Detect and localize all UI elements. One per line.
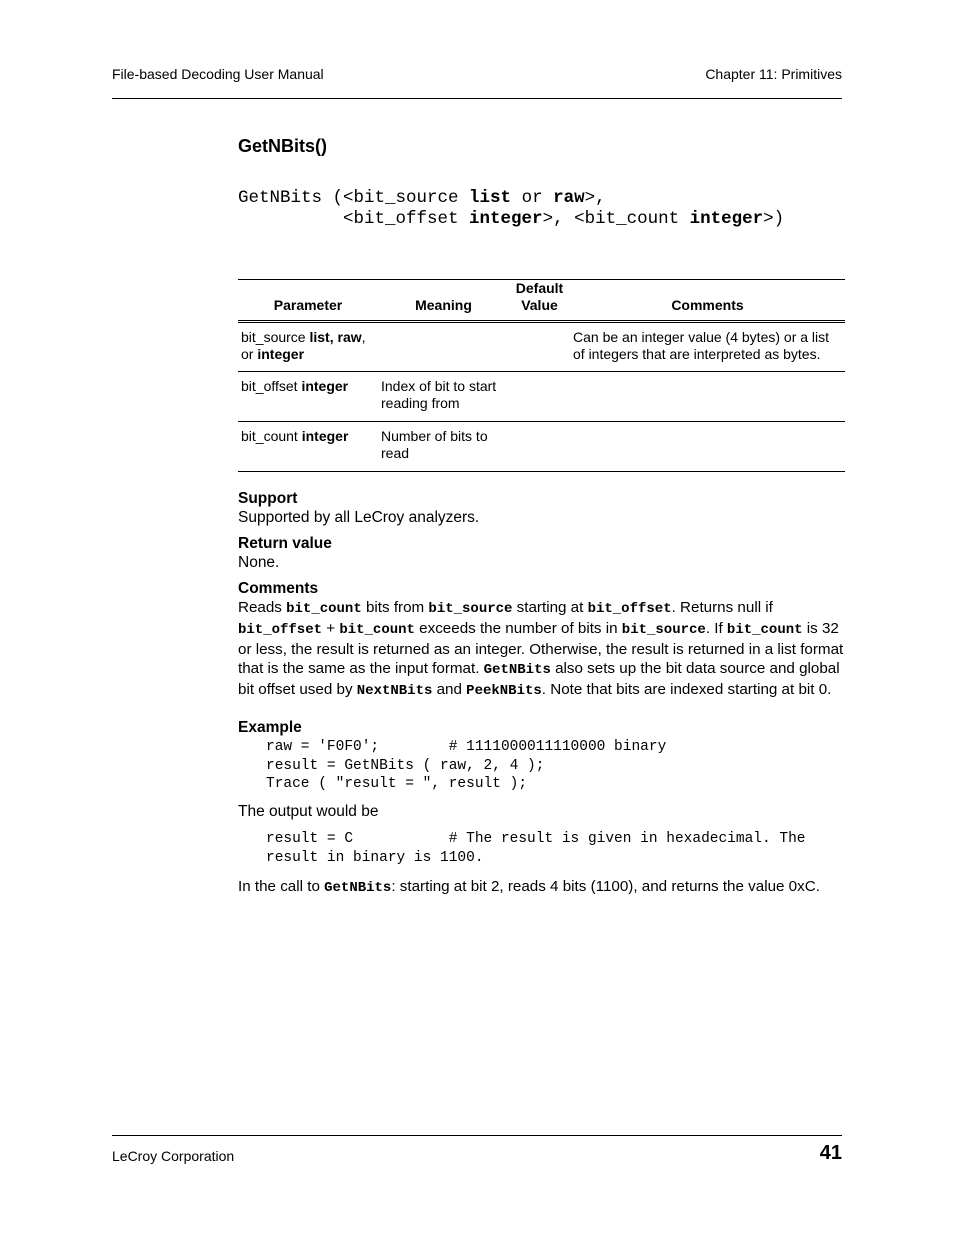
- table-row: [238, 322, 845, 372]
- comments-cell: [570, 372, 845, 422]
- table-row: [238, 372, 845, 422]
- function-signature-line-2: <bit_offset integer>, <bit_count integer>): [238, 209, 785, 229]
- footer-company: LeCroy Corporation: [112, 1148, 235, 1164]
- output-code-block: result = C # The result is given in hexadecimal. The result in binary is 1100.: [266, 831, 806, 866]
- comments-cell: [570, 422, 845, 472]
- param-cell: bit_count integer: [241, 428, 349, 444]
- output-intro-text: The output would be: [238, 803, 379, 820]
- param-cell: bit_source list, raw, or integer: [241, 329, 366, 362]
- function-signature-line-1: GetNBits (<bit_source list or raw>,: [238, 188, 606, 208]
- meaning-cell: Number of bits to read: [381, 428, 488, 461]
- comments-cell: Can be an integer value (4 bytes) or a list of integers that are interpreted as bytes.: [573, 329, 830, 362]
- meaning-cell: Index of bit to start reading from: [381, 378, 497, 411]
- default-value-cell: [509, 372, 570, 422]
- support-text: Supported by all LeCroy analyzers.: [238, 509, 480, 526]
- header-comments: Comments: [671, 297, 744, 313]
- parameter-table: [238, 279, 845, 472]
- table-header-row: [238, 280, 845, 322]
- param-cell: bit_offset integer: [241, 378, 349, 394]
- header-parameter: Parameter: [273, 297, 343, 313]
- support-heading: Support: [238, 490, 298, 507]
- header-default-value: Default Value: [515, 280, 564, 313]
- return-value-text: None.: [238, 554, 280, 571]
- meaning-cell: [378, 322, 509, 372]
- return-value-heading: Return value: [238, 535, 332, 552]
- default-value-cell: [509, 422, 570, 472]
- footer-rule: [112, 1135, 842, 1136]
- closing-paragraph: In the call to GetNBits: starting at bit 2, reads 4 bits (1100), and returns the value 0xC.: [238, 878, 820, 896]
- header-rule: [112, 98, 842, 99]
- page-number: 41: [819, 1142, 842, 1164]
- comments-paragraph: Reads bit_count bits from bit_source starting at bit_offset. Returns null if bit_offset + bit_count exceeds the number of bits in bit_source. If bit_count is 32 or less, the result is returned as an integer. Otherwise, the result is returned in a list format that is the same as the input format. GetNBits also sets up the bit data source and global bit offset used by NextNBits and PeekNBits. Note that bits are indexed starting at bit 0.: [238, 599, 844, 699]
- table-row: [238, 422, 845, 472]
- running-header-chapter: Chapter 11: Primitives: [705, 66, 842, 82]
- example-heading: Example: [238, 719, 302, 736]
- comments-heading: Comments: [238, 580, 319, 597]
- header-meaning: Meaning: [415, 297, 472, 313]
- example-code-block: raw = 'F0F0'; # 1111000011110000 binary result = GetNBits ( raw, 2, 4 ); Trace ( "result = ", result );: [266, 739, 667, 792]
- default-value-cell: [509, 322, 570, 372]
- running-header-title: File-based Decoding User Manual: [112, 66, 324, 82]
- section-title: GetNBits(): [238, 136, 327, 156]
